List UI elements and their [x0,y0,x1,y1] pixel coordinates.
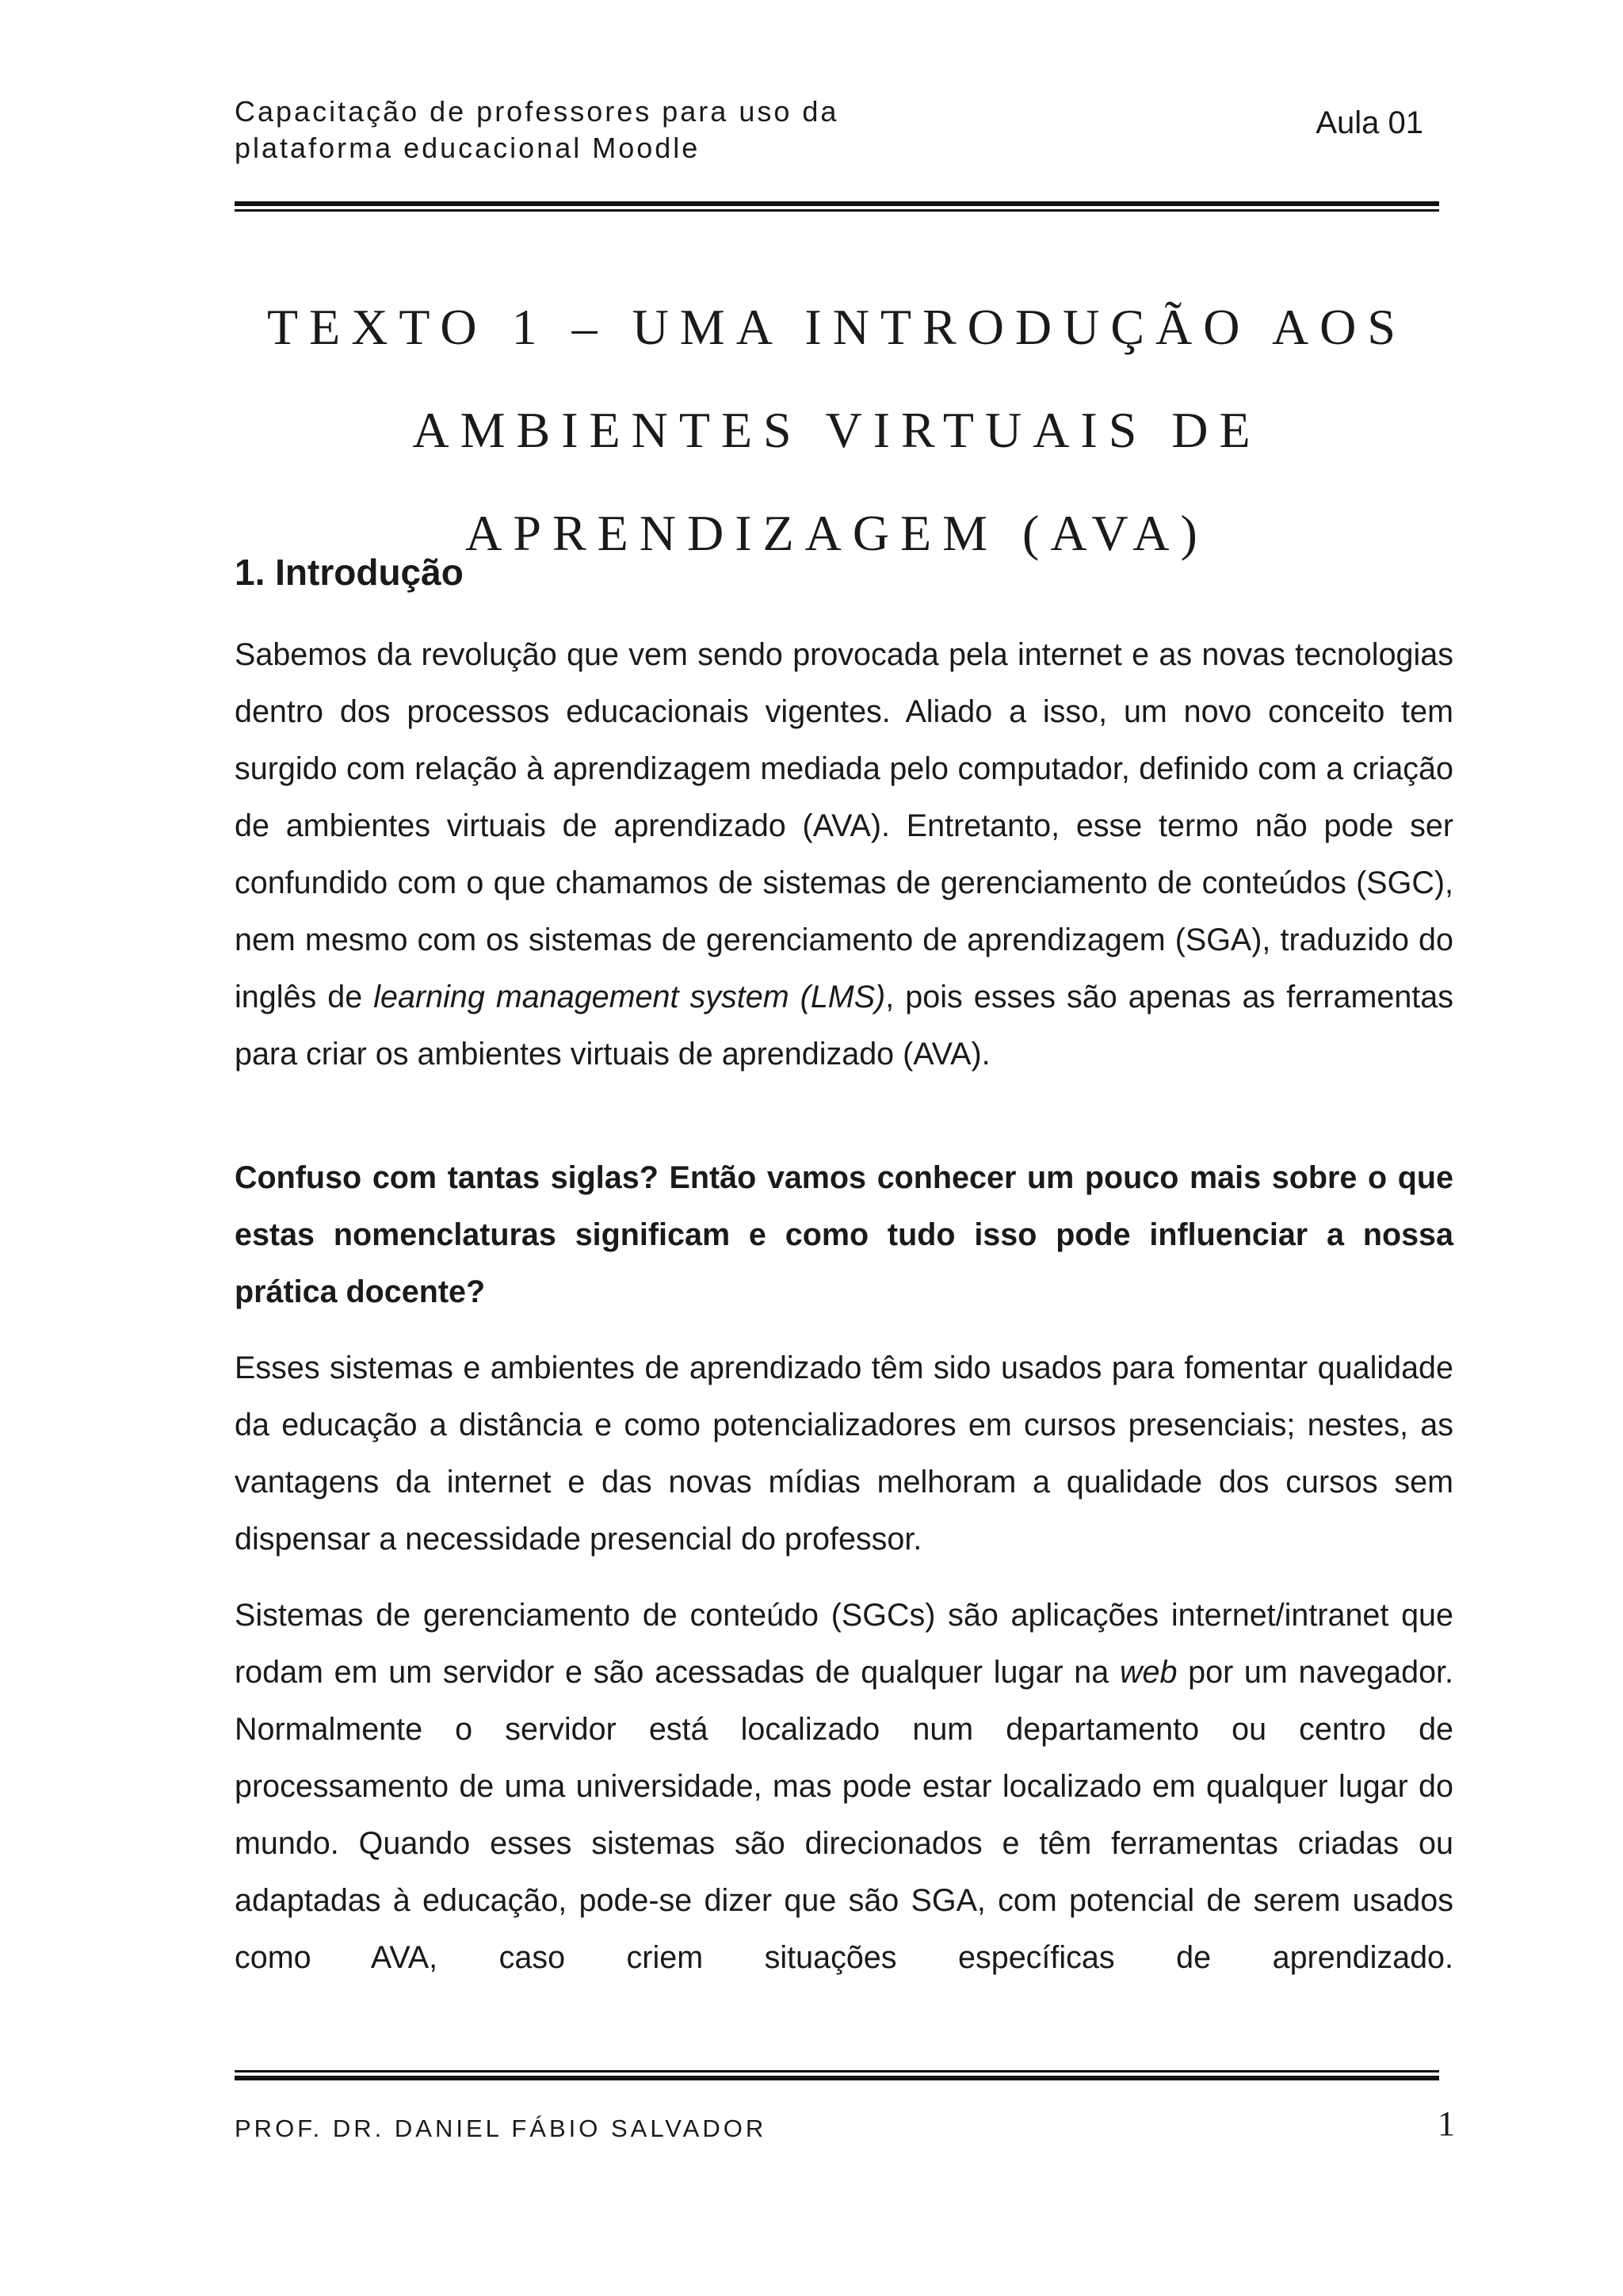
paragraph-1-text-a: Sabemos da revolução que vem sendo provocada pela internet e as novas tecnologias dentro dos processos educacionais vigentes. Aliado a isso, um novo conceito tem surgido com relação à aprendizagem mediada pelo computador, definido com a criação de ambientes virtuais de aprendizado (AVA). Entretanto, esse termo não pode ser confundido com o que chamamos de sistemas de gerenciamento de conteúdos (SGC), nem mesmo com os sistemas de gerenciamento de aprendizagem (SGA), traduzido do inglês de [235,637,1453,1014]
header-rule-thin [235,209,1439,212]
paragraph-4-text-b: por um navegador. Normalmente o servidor está localizado num departamento ou centro de processamento de uma universidade, mas pode estar localizado em qualquer lugar do mundo. Quando esses sistemas são direcionados e têm ferramentas criadas ou adaptadas à educação, pode-se dizer que são SGA, com potencial de serem usados como AVA, caso criem situações específicas de aprendizado. [235,1655,1453,1975]
document-title [235,276,1439,585]
footer-page-number: 1 [1438,2104,1455,2143]
header-course-title [235,94,1186,166]
header-lesson-label: Aula 01 [1316,105,1423,140]
paragraph-1-italic-term: learning management system (LMS) [373,980,886,1014]
footer-rule-thin [235,2070,1439,2073]
footer-rule-thick [235,2076,1439,2080]
paragraph-3: Esses sistemas e ambientes de aprendizado têm sido usados para fomentar qualidade da educação a distância e como potencializadores em cursos presenciais; nestes, as vantagens da internet e das novas mídias melhoram a qualidade dos cursos sem dispensar a necessidade presencial do professor. [235,1350,1453,1557]
paragraph-4-text-a: Sistemas de gerenciamento de conteúdo (SGCs) são aplicações internet/intranet que rodam em um servidor e são acessadas de qualquer lugar na [235,1598,1453,1690]
paragraph-4 [235,1587,1453,1986]
header-course-title-line1: Capacitação de professores para uso da [235,95,839,128]
paragraph-1 [235,626,1453,1083]
header-rule-thick [235,201,1439,206]
paragraph-2-bold-question: Confuso com tantas siglas? Então vamos conhecer um pouco mais sobre o que estas nomenclaturas significam e como tudo isso pode influenciar a nossa prática docente? [235,1160,1453,1309]
section-heading: 1. Introdução [235,552,464,593]
paragraph-1-text-b: , pois esses são apenas as ferramentas para criar os ambientes virtuais de aprendizado (AVA). [235,980,1453,1072]
document-title-line1: TEXTO 1 – UMA INTRODUÇÃO AOS [267,299,1407,355]
document-title-line3: APRENDIZAGEM (AVA) [465,505,1209,561]
paragraph-4-italic-web: web [1119,1655,1178,1690]
footer-author: PROF. DR. DANIEL FÁBIO SALVADOR [235,2115,767,2142]
document-title-line2: AMBIENTES VIRTUAIS DE [412,402,1262,458]
header-course-title-line2: plataforma educacional Moodle [235,132,701,164]
